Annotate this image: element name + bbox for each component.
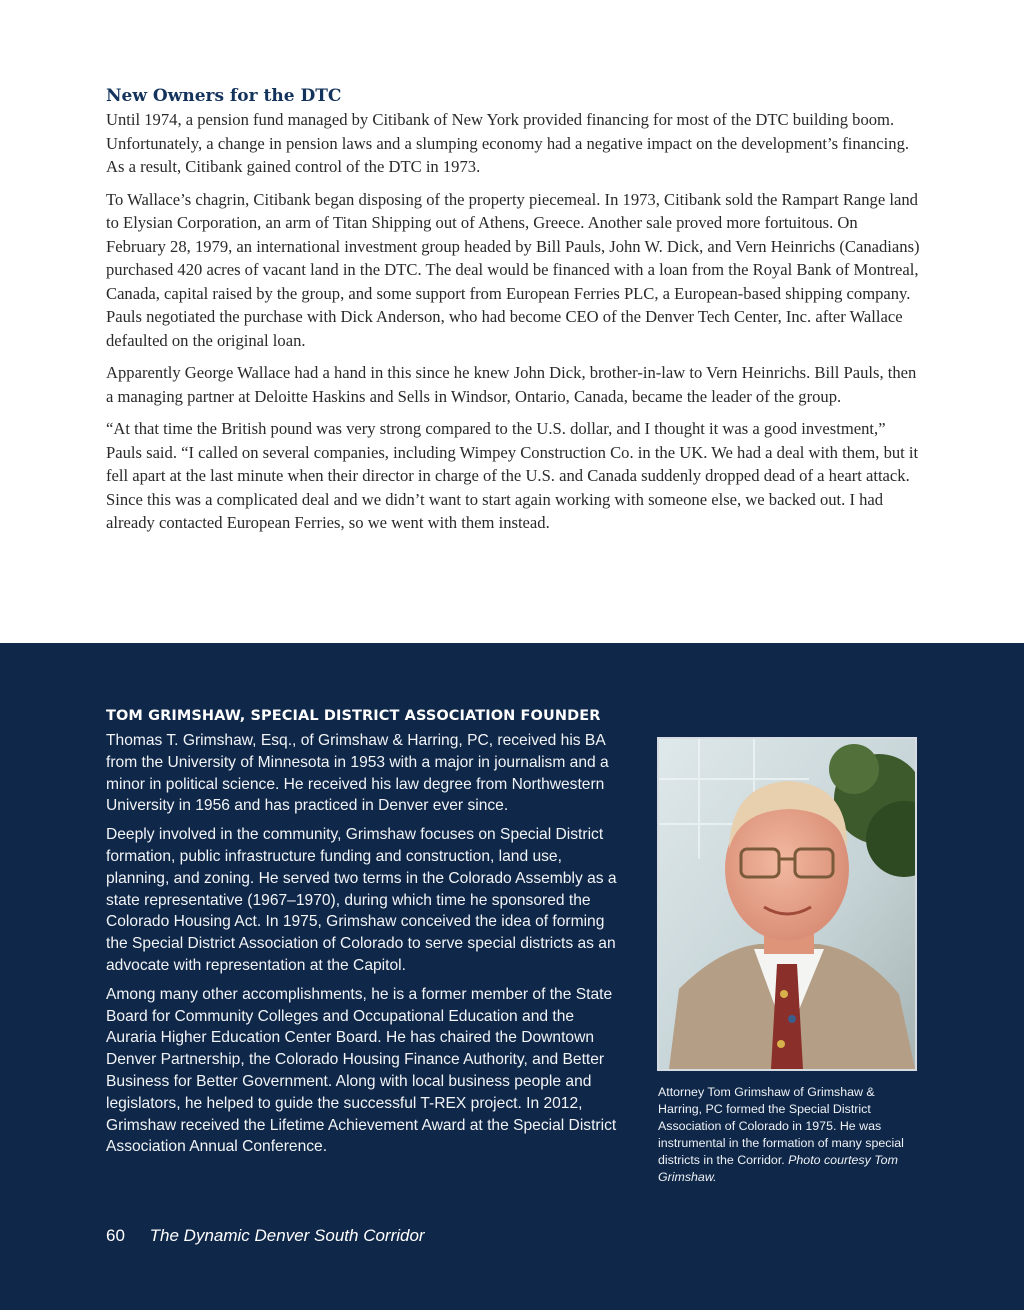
sidebar-paragraph: Among many other accomplishments, he is a former member of the State Board for Community Colleges and Occupational Education and the Auraria Higher Education Center Board. He has chaired the Downtown Denver Partnership, the Colorado Housing Finance Authority, and Better Business for Better Government. Along with local business people and legislators, he helped to guide the successful T-REX project. In 2012, Grimshaw received the Lifetime Achievement Award at the Special District Association Annual Conference. <box>106 985 617 1156</box>
article-heading: New Owners for the DTC <box>106 86 342 106</box>
page-number: 60 <box>106 1226 125 1245</box>
article-paragraph: Until 1974, a pension fund managed by Citibank of New York provided financing for most of the DTC building boom. Unfortunately, a change in pension laws and a slumping economy had a negative impact on the development’s financing. As a result, Citibank gained control of the DTC in 1973. <box>106 110 910 176</box>
article-paragraph: “At that time the British pound was very strong compared to the U.S. dollar, and I thought it was a good investment,” Pauls said. “I called on several companies, including Wimpey Construction Co. in the UK. We had a deal with them, but it fell apart at the last minute when their director in charge of the U.S. and Canada suddenly dropped dead of a heart attack. Since this was a complicated deal and we didn’t want to start again working with someone else, we backed out. I had already contacted European Ferries, so we went with them instead. <box>106 419 919 532</box>
portrait-photo <box>657 737 917 1071</box>
page-footer <box>106 1226 425 1246</box>
photo-caption <box>658 1084 920 1186</box>
sidebar-paragraph: Deeply involved in the community, Grimshaw focuses on Special District formation, public infrastructure funding and construction, land use, planning, and zoning. He served two terms in the Colorado Assembly as a state representative (1967–1970), during which time he sponsored the Colorado Housing Act. In 1975, Grimshaw conceived the idea of forming the Special District Association of Colorado to serve special districts as an advocate with representation at the Capitol. <box>106 826 617 974</box>
book-title: The Dynamic Denver South Corridor <box>149 1226 425 1245</box>
article-paragraph: Apparently George Wallace had a hand in this since he knew John Dick, brother-in-law to Vern Heinrichs. Bill Pauls, then a managing partner at Deloitte Haskins and Sells in Windsor, Ontario, Canada, became the leader of the group. <box>106 363 917 406</box>
caption-text: Attorney Tom Grimshaw of Grimshaw & Harring, PC formed the Special District Association of Colorado in 1975. He was instrumental in the formation of many special districts in the Corridor. <box>658 1085 904 1167</box>
sidebar-text <box>106 708 626 1165</box>
article-section <box>106 86 921 544</box>
sidebar-paragraph: Thomas T. Grimshaw, Esq., of Grimshaw & Harring, PC, received his BA from the University of Minnesota in 1953 with a major in journalism and a minor in political science. He received his law degree from Northwestern University in 1956 and has practiced in Denver ever since. <box>106 732 609 815</box>
caption-credit: Photo courtesy Tom Grimshaw. <box>658 1153 898 1184</box>
sidebar-title: TOM GRIMSHAW, SPECIAL DISTRICT ASSOCIATION FOUNDER <box>106 708 601 724</box>
article-paragraph: To Wallace’s chagrin, Citibank began disposing of the property piecemeal. In 1973, Citibank sold the Rampart Range land to Elysian Corporation, an arm of Titan Shipping out of Athens, Greece. Another sale proved more fortuitous. On February 28, 1979, an international investment group headed by Bill Pauls, John W. Dick, and Vern Heinrichs (Canadians) purchased 420 acres of vacant land in the DTC. The deal would be financed with a loan from the Royal Bank of Montreal, Canada, capital raised by the group, and some support from European Ferries PLC, a European-based shipping company. Pauls negotiated the purchase with Dick Anderson, who had become CEO of the Denver Tech Center, Inc. after Wallace defaulted on the original loan. <box>106 189 920 350</box>
